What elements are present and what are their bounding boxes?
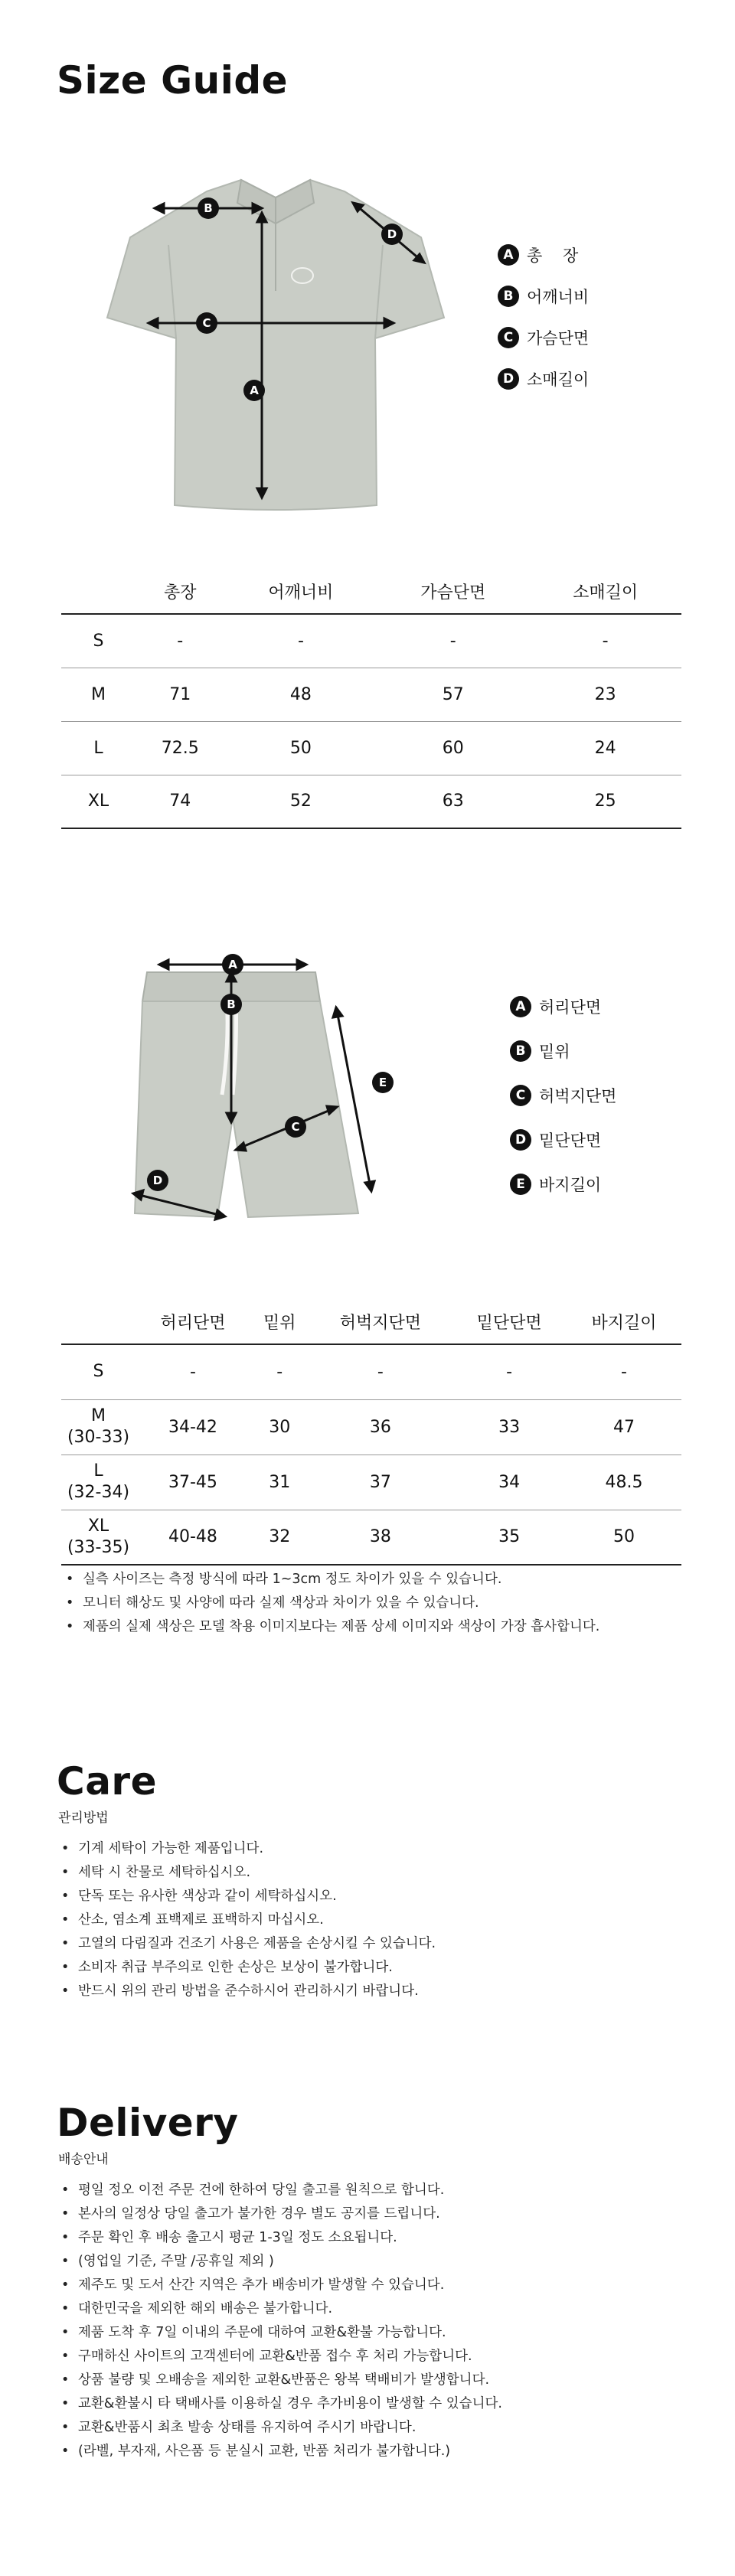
- legend-badge: C: [510, 1085, 531, 1106]
- list-item: • 대한민국을 제외한 해외 배송은 불가합니다.: [57, 2297, 502, 2321]
- list-item: • 교환&반품시 최초 발송 상태를 유지하여 주시기 바랍니다.: [57, 2416, 502, 2440]
- table-header-cell: 어깨너비: [225, 570, 377, 614]
- size-range: (32-34): [67, 1483, 130, 1502]
- table-header-cell: 허벅지단면: [309, 1300, 452, 1344]
- value-cell: -: [452, 1344, 567, 1399]
- size-cell: [61, 1399, 136, 1455]
- top-size-table: [61, 570, 681, 829]
- value-cell: 31: [250, 1455, 309, 1510]
- table-row: [61, 668, 681, 721]
- table-row: [61, 775, 681, 828]
- value-cell: 60: [377, 721, 529, 775]
- list-item: • 상품 불량 및 오배송을 제외한 교환&반품은 왕복 택배비가 발생합니다.: [57, 2369, 502, 2392]
- legend-badge: D: [510, 1129, 531, 1151]
- legend-badge: C: [498, 327, 519, 348]
- value-cell: 37-45: [136, 1455, 250, 1510]
- value-cell: 48.5: [567, 1455, 681, 1510]
- size-cell: L: [61, 721, 136, 775]
- value-cell: 57: [377, 668, 529, 721]
- list-item: • (라벨, 부자재, 사은품 등 분실시 교환, 반품 처리가 불가합니다.): [57, 2440, 502, 2463]
- legend-label: 소매길이: [527, 371, 590, 389]
- list-item: • 주문 확인 후 배송 출고시 평균 1-3일 정도 소요됩니다.: [57, 2226, 502, 2250]
- value-cell: -: [567, 1344, 681, 1399]
- table-header-row: [61, 1300, 681, 1344]
- legend-label: 가슴단면: [527, 329, 590, 348]
- list-item: • 본사의 일정상 당일 출고가 불가한 경우 별도 공지를 드립니다.: [57, 2202, 502, 2226]
- list-item: • 실측 사이즈는 측정 방식에 따라 1~3cm 정도 차이가 있을 수 있습니다.: [61, 1568, 599, 1592]
- value-cell: -: [529, 614, 681, 668]
- size-cell: S: [61, 614, 136, 668]
- list-item: • 제품 도착 후 7일 이내의 주문에 대하여 교환&환불 가능합니다.: [57, 2321, 502, 2345]
- value-cell: 25: [529, 775, 681, 828]
- legend-item: [498, 242, 589, 268]
- list-item: • 모니터 해상도 및 사양에 따라 실제 색상과 차이가 있을 수 있습니다.: [61, 1592, 599, 1615]
- legend-badge: A: [510, 996, 531, 1017]
- legend-item: [510, 1171, 616, 1197]
- shirt-marker-a: A: [250, 384, 259, 397]
- list-item: • 고열의 다림질과 건조기 사용은 제품을 손상시킬 수 있습니다.: [57, 1932, 436, 1956]
- legend-badge: D: [498, 368, 519, 390]
- shorts-marker-e: E: [378, 1076, 387, 1089]
- value-cell: 32: [250, 1510, 309, 1565]
- value-cell: 71: [136, 668, 225, 721]
- delivery-subtitle: 배송안내: [58, 2152, 109, 2167]
- value-cell: 50: [225, 721, 377, 775]
- table-header-cell: 총장: [136, 570, 225, 614]
- value-cell: 36: [309, 1399, 452, 1455]
- table-header-cell: [61, 1300, 136, 1344]
- size-label: S: [93, 1362, 104, 1382]
- care-subtitle: 관리방법: [58, 1810, 109, 1826]
- bottom-legend: [510, 994, 616, 1213]
- shorts-marker-c: C: [291, 1120, 300, 1134]
- value-cell: 34-42: [136, 1399, 250, 1455]
- size-guide-title: Size Guide: [57, 58, 289, 103]
- table-header-cell: 허리단면: [136, 1300, 250, 1344]
- table-row: [61, 1455, 681, 1510]
- table-header-cell: 바지길이: [567, 1300, 681, 1344]
- care-list: [57, 1837, 436, 2003]
- legend-label: 허리단면: [539, 998, 602, 1017]
- value-cell: -: [377, 614, 529, 668]
- shirt-marker-b: B: [204, 201, 213, 215]
- delivery-title: Delivery: [57, 2101, 239, 2145]
- legend-item: [510, 1038, 616, 1064]
- table-header-cell: 밑위: [250, 1300, 309, 1344]
- value-cell: -: [136, 1344, 250, 1399]
- value-cell: -: [309, 1344, 452, 1399]
- value-cell: 33: [452, 1399, 567, 1455]
- value-cell: -: [225, 614, 377, 668]
- size-range: (30-33): [67, 1428, 130, 1447]
- list-item: • 세탁 시 찬물로 세탁하십시오.: [57, 1861, 436, 1885]
- list-item: • 평일 정오 이전 주문 건에 한하여 당일 출고를 원칙으로 합니다.: [57, 2179, 502, 2202]
- legend-item: [510, 1127, 616, 1153]
- table-header-cell: 소매길이: [529, 570, 681, 614]
- size-cell: XL: [61, 775, 136, 828]
- delivery-list: [57, 2179, 502, 2463]
- size-cell: M: [61, 668, 136, 721]
- legend-badge: B: [498, 286, 519, 307]
- size-label: L: [93, 1461, 103, 1481]
- table-row: [61, 1399, 681, 1455]
- table-row: [61, 721, 681, 775]
- list-item: • 산소, 염소계 표백제로 표백하지 마십시오.: [57, 1908, 436, 1932]
- legend-label: 허벅지단면: [539, 1087, 617, 1105]
- legend-label: 어깨너비: [527, 288, 590, 306]
- shorts-marker-a: A: [228, 958, 237, 971]
- legend-label: 밑단단면: [539, 1131, 602, 1150]
- shorts-marker-d: D: [152, 1174, 163, 1187]
- legend-badge: E: [510, 1174, 531, 1195]
- table-header-cell: 밑단단면: [452, 1300, 567, 1344]
- list-item: • 기계 세탁이 가능한 제품입니다.: [57, 1837, 436, 1861]
- size-label: XL: [87, 1516, 109, 1536]
- polo-shirt-diagram: [84, 161, 482, 528]
- value-cell: 74: [136, 775, 225, 828]
- table-header-cell: [61, 570, 136, 614]
- value-cell: -: [136, 614, 225, 668]
- value-cell: 24: [529, 721, 681, 775]
- size-cell: [61, 1510, 136, 1565]
- value-cell: 47: [567, 1399, 681, 1455]
- value-cell: 63: [377, 775, 529, 828]
- value-cell: -: [250, 1344, 309, 1399]
- table-header-cell: 가슴단면: [377, 570, 529, 614]
- size-cell: [61, 1344, 136, 1399]
- list-item: • 구매하신 사이트의 고객센터에 교환&반품 접수 후 처리 가능합니다.: [57, 2345, 502, 2369]
- legend-item: [510, 1082, 616, 1108]
- list-item: • 제주도 및 도서 산간 지역은 추가 배송비가 발생할 수 있습니다.: [57, 2274, 502, 2297]
- legend-item: [498, 325, 589, 351]
- shirt-marker-d: D: [387, 227, 397, 241]
- value-cell: 30: [250, 1399, 309, 1455]
- value-cell: 37: [309, 1455, 452, 1510]
- legend-item: [510, 994, 616, 1020]
- list-item: • 교환&환불시 타 택배사를 이용하실 경우 추가비용이 발생할 수 있습니다.: [57, 2392, 502, 2416]
- care-title: Care: [57, 1759, 158, 1804]
- shorts-marker-b: B: [227, 997, 236, 1011]
- legend-badge: B: [510, 1040, 531, 1062]
- list-item: • 제품의 실제 색상은 모델 착용 이미지보다는 제품 상세 이미지와 색상이 가장 흡사합니다.: [61, 1615, 599, 1639]
- value-cell: 40-48: [136, 1510, 250, 1565]
- legend-label: 바지길이: [539, 1176, 602, 1194]
- list-item: • (영업일 기준, 주말 /공휴일 제외 ): [57, 2250, 502, 2274]
- size-cell: [61, 1455, 136, 1510]
- table-row: [61, 1510, 681, 1565]
- legend-badge: A: [498, 244, 519, 266]
- value-cell: 52: [225, 775, 377, 828]
- polo-shirt-illustration: [84, 161, 482, 528]
- value-cell: 72.5: [136, 721, 225, 775]
- bottom-size-table: [61, 1300, 681, 1566]
- top-legend: [498, 242, 589, 407]
- table-row: [61, 614, 681, 668]
- list-item: • 단독 또는 유사한 색상과 같이 세탁하십시오.: [57, 1885, 436, 1908]
- value-cell: 35: [452, 1510, 567, 1565]
- value-cell: 23: [529, 668, 681, 721]
- table-header-row: [61, 570, 681, 614]
- value-cell: 48: [225, 668, 377, 721]
- size-range: (33-35): [67, 1537, 130, 1557]
- size-notes-list: [61, 1568, 599, 1639]
- list-item: • 소비자 취급 부주의로 인한 손상은 보상이 불가합니다.: [57, 1956, 436, 1980]
- shorts-diagram: [115, 942, 413, 1232]
- legend-label: 밑위: [539, 1043, 570, 1061]
- value-cell: 38: [309, 1510, 452, 1565]
- shorts-illustration: [115, 942, 413, 1232]
- legend-item: [498, 366, 589, 392]
- shirt-marker-c: C: [202, 316, 211, 330]
- legend-label: 총 장: [527, 246, 579, 265]
- size-label: M: [91, 1406, 106, 1425]
- list-item: • 반드시 위의 관리 방법을 준수하시어 관리하시기 바랍니다.: [57, 1980, 436, 2003]
- value-cell: 50: [567, 1510, 681, 1565]
- value-cell: 34: [452, 1455, 567, 1510]
- legend-item: [498, 283, 589, 309]
- table-row: [61, 1344, 681, 1399]
